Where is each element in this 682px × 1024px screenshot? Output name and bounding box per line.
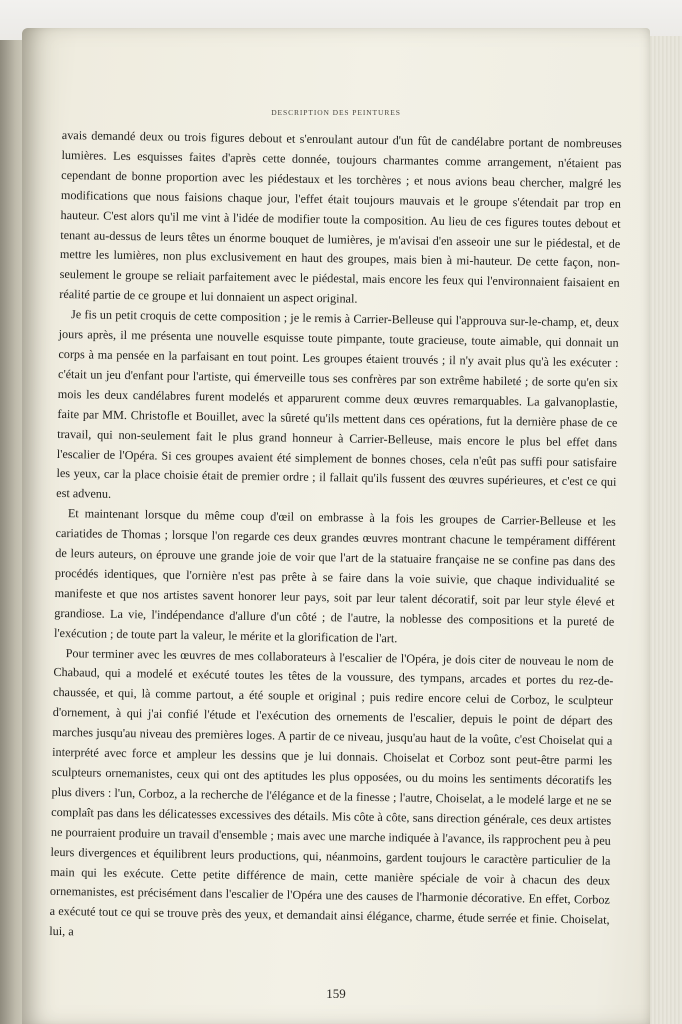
running-header: DESCRIPTION DES PEINTURES [271, 108, 401, 117]
page-stack-edge [648, 36, 682, 1024]
paragraph-3: Et maintenant lorsque du même coup d'œil on embrasse à la fois les groupes de Carrier-Belleuse et les cariatides de Thomas ; lorsque l'on regarde ces deux grandes œuvres montrant chacune le tempérament différent de leurs auteurs, on éprouve une grande joie de voir que l'art de la statuaire française ne se confine pas dans des procédés identiques, que l'ornière n'est pas prête à se faire dans la voie suivie, que chaque individualité se manifeste et que nos artistes savent honorer leur pays, soit par leur talent décoratif, soit par leur style élevé et grandiose. La vie, l'indépendance d'allure d'un côté ; de l'autre, la noblesse des compositions et la pureté de l'exécution ; de toute part la valeur, le mérite et la glorification de l'art. [53, 506, 616, 645]
book-page [22, 28, 650, 1024]
body-text [49, 126, 622, 951]
paragraph-2: Je fis un petit croquis de cette composition ; je le remis à Carrier-Belleuse qui l'approuva sur-le-champ, et, deux jours après, il me présenta une nouvelle esquisse toute pimpante, toute gracieuse, toute aimable, qui donnait un corps à ma pensée en la parfaisant en tout point. Les groupes étaient trouvés ; il n'y avait plus qu'à les exécuter : c'était un jeu d'enfant pour l'artiste, qui émerveille tous ses confrères par son extrême habileté ; de sorte qu'en six mois les deux candélabres furent modelés et apparurent comme deux œuvres remarquables. La galvanoplastie, faite par MM. Christofle et Bouillet, avec la sûreté qu'ils mettent dans ces opérations, fut la dernière phase de ce travail, qui non-seulement fait le plus grand honneur à Carrier-Belleuse, mais encore le plus bel effet dans l'escalier de l'Opéra. Si ces groupes avaient été simplement de bonnes choses, cela n'eût pas suffi pour satisfaire les yeux, car la place choisie était de premier ordre ; il fallait qu'ils fussent des œuvres supérieures, et c'est ce qui est advenu. [56, 307, 620, 502]
page-number: 159 [326, 986, 346, 1001]
paragraph-1: avais demandé deux ou trois figures debout et s'enroulant autour d'un fût de candélabre portant de nombreuses lumières. Les esquisses faites d'après cette donnée, toujours charmantes comme arrangement, n'étaient pas cependant de bonne proportion avec les piédestaux et les torchères ; et nous avions beau chercher, malgré les modifications que nous faisions chaque jour, l'effet était toujours mauvais et le groupe s'étendait par trop en hauteur. C'est alors qu'il me vint à l'idée de modifier toute la composition. Au lieu de ces figures toutes debout et tenant au-dessus de leurs têtes un énorme bouquet de lumières, je m'avisai d'en asseoir une sur le piédestal, et de mettre les lumières, non plus exclusivement en haut des groupes, mais bien à mi-hauteur. De cette façon, non-seulement le groupe se reliait parfaitement avec le piédestal, mais encore les feux qui l'environnaient faisaient en réalité partie de ce groupe et lui donnaient un aspect original. [59, 127, 622, 306]
paragraph-4: Pour terminer avec les œuvres de mes collaborateurs à l'escalier de l'Opéra, je dois citer de nouveau le nom de Chabaud, qui a modelé et exécuté toutes les têtes de la voussure, des tympans, arcades et portes du rez-de-chaussée, et qui, là comme partout, a été souple et original ; puis redire encore celui de Corboz, le sculpteur d'ornement, à qui j'ai confié l'étude et l'exécution des ornements de l'escalier, depuis le point de départ des marches jusqu'au niveau des premières loges. A partir de ce niveau, jusqu'au haut de la voûte, c'est Choiselat qui a interprété avec force et ampleur les dessins que je lui donnais. Choiselat et Corboz sont peut-être parmi les sculpteurs ornemanistes, ceux qui ont des aptitudes les plus opposées, ou du moins les sentiments décoratifs les plus divers : l'un, Corboz, a la recherche de l'élégance et de la finesse ; l'autre, Choiselat, a le modelé large et ne se complaît pas dans les délicatesses excessives des détails. Mis côte à côte, sans direction générale, ces deux artistes ne pourraient produire un travail d'ensemble ; mais avec une marche indiquée à l'avance, ils rapprochent peu à peu leurs divergences et équilibrent leurs productions, qui, néanmoins, gardent toujours le caractère particulier de la main qui les exécute. Cette petite différence de main, cette manière spéciale de voir à chacun des deux ornemanistes, est précisément dans l'escalier de l'Opéra une des causes de l'harmonie décorative. En effet, Corboz a exécuté tout ce qui se trouve près des yeux, et demandait ainsi élégance, charme, étude serrée et finie. Choiselat, lui, a [49, 645, 614, 939]
